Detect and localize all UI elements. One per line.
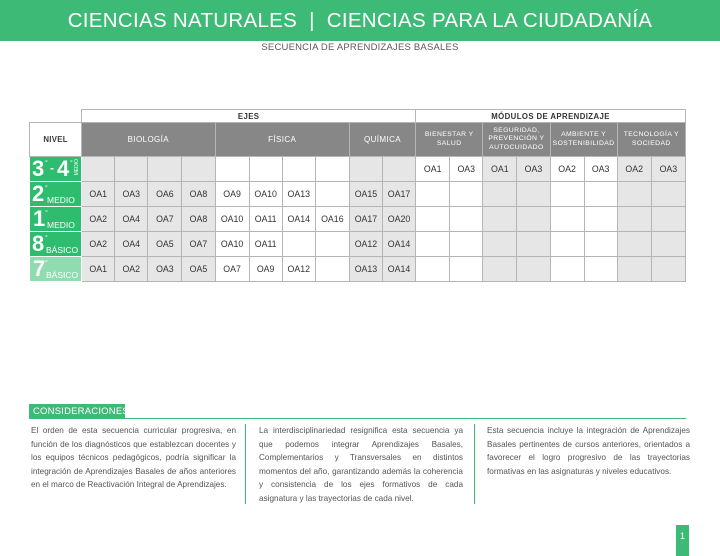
level-degree: °: [45, 235, 48, 242]
empty-cell: [483, 207, 517, 232]
learning-objective-cell: OA11: [249, 207, 282, 232]
modulos-header: MÓDULOS DE APRENDIZAJE: [416, 110, 686, 123]
learning-objective-cell: OA8: [182, 207, 215, 232]
empty-cell: [517, 207, 550, 232]
level-number-2: 4: [57, 156, 70, 181]
learning-objective-cell: OA10: [249, 182, 282, 207]
empty-cell: [315, 182, 349, 207]
empty-cell: [550, 232, 584, 257]
learning-objective-cell: OA14: [382, 232, 415, 257]
subject-fisica: FÍSICA: [215, 123, 349, 157]
learning-objective-cell: OA11: [249, 232, 282, 257]
consideration-col-1: El orden de esta secuencia curricular progresiva, en función de los diagnósticos que establezcan docentes y los equipos técnicos pedagógicos, podría significar la integración de Aprendizajes Basales de años anteriores en el marco de Reactivación Integral de Aprendizajes.: [31, 426, 236, 490]
learning-objective-cell: OA2: [550, 157, 584, 182]
page-banner: [0, 0, 720, 41]
level-degree-2: °: [70, 160, 73, 167]
level-degree: °: [45, 210, 48, 217]
empty-cell: [617, 257, 651, 282]
learning-objective-cell: OA1: [82, 257, 115, 282]
ejes-header: EJES: [82, 110, 416, 123]
empty-cell: [651, 207, 685, 232]
subject-biologia: BIOLOGÍA: [82, 123, 215, 157]
empty-cell: [617, 207, 651, 232]
empty-cell: [517, 257, 550, 282]
learning-objective-cell: OA3: [651, 157, 685, 182]
empty-cell: [483, 182, 517, 207]
consideration-col-3: Esta secuencia incluye la integración de Aprendizajes Basales pertinentes de cursos anteriores, orientados a favorecer el logro progresivo de las trayectorias formativas en las asignaturas y niveles educativos.: [487, 426, 690, 476]
learning-objective-cell: OA8: [182, 182, 215, 207]
table-row: [30, 232, 686, 257]
empty-cell: [550, 207, 584, 232]
considerations-divider: [29, 418, 686, 419]
learning-objective-cell: OA1: [416, 157, 450, 182]
level-sub: BÁSICO: [46, 245, 79, 255]
learning-objective-cell: OA13: [349, 257, 382, 282]
empty-cell: [550, 182, 584, 207]
empty-cell: [517, 232, 550, 257]
sequence-table: [29, 109, 686, 282]
level-number: 1: [33, 206, 46, 231]
empty-cell: [315, 157, 349, 182]
empty-cell: [416, 257, 450, 282]
learning-objective-cell: OA10: [215, 232, 249, 257]
level-number: 8: [32, 231, 45, 256]
empty-cell: [450, 182, 483, 207]
level-degree: °: [45, 160, 48, 167]
learning-objective-cell: OA10: [215, 207, 249, 232]
learning-objective-cell: OA7: [182, 232, 215, 257]
module-seguridad: SEGURIDAD, PREVENCIÓN Y AUTOCUIDADO: [483, 123, 550, 157]
empty-cell: [617, 182, 651, 207]
level-sub: MEDIO: [47, 195, 75, 205]
empty-cell: [416, 182, 450, 207]
empty-cell: [215, 157, 249, 182]
level-sub: MEDIO: [47, 220, 75, 230]
empty-cell: [517, 182, 550, 207]
empty-cell: [550, 257, 584, 282]
level-badge-7-basico: [30, 257, 82, 282]
empty-cell: [315, 232, 349, 257]
learning-objective-cell: OA6: [148, 182, 182, 207]
empty-cell: [483, 257, 517, 282]
level-number: 3: [32, 156, 45, 181]
module-ambiente: AMBIENTE Y SOSTENIBILIDAD: [550, 123, 617, 157]
level-dash: -: [50, 161, 54, 175]
learning-objective-cell: OA2: [82, 232, 115, 257]
learning-objective-cell: OA3: [450, 157, 483, 182]
subject-quimica: QUÍMICA: [349, 123, 415, 157]
module-bienestar: BIENESTAR Y SALUD: [416, 123, 483, 157]
level-sub: MEDIO: [74, 159, 80, 176]
empty-cell: [584, 232, 617, 257]
column-divider: [245, 424, 246, 504]
page-subtitle: SECUENCIA DE APRENDIZAJES BASALES: [261, 42, 459, 53]
empty-cell: [249, 157, 282, 182]
learning-objective-cell: OA4: [115, 232, 148, 257]
level-degree: °: [45, 260, 48, 267]
empty-cell: [182, 157, 215, 182]
learning-objective-cell: OA14: [282, 207, 315, 232]
level-badge-2-medio: [30, 182, 82, 207]
empty-cell: [584, 257, 617, 282]
level-number: 7: [33, 256, 46, 281]
page-title: CIENCIAS NATURALES | CIENCIAS PARA LA CIUDADANÍA: [67, 9, 653, 32]
level-sub: BÁSICO: [46, 270, 79, 280]
level-badge-1-medio: [30, 207, 82, 232]
table-row: [30, 207, 686, 232]
empty-cell: [651, 182, 685, 207]
empty-cell: [416, 232, 450, 257]
learning-objective-cell: OA12: [349, 232, 382, 257]
table-row: [30, 257, 686, 282]
empty-cell: [382, 157, 415, 182]
level-number: 2: [32, 181, 45, 206]
learning-objective-cell: OA1: [82, 182, 115, 207]
learning-objective-cell: OA9: [215, 182, 249, 207]
learning-objective-cell: OA3: [584, 157, 617, 182]
empty-cell: [584, 182, 617, 207]
learning-objective-cell: OA1: [483, 157, 517, 182]
empty-cell: [416, 207, 450, 232]
consideration-col-2: La interdisciplinariedad resignifica esta secuencia ya que podemos integrar Aprendizajes Basales, Complementarios y Transversales en distintos momentos del año, garantizando además la coherencia y consistencia de los ejes formativos de cada asignatura y las trayectorias de cada nivel.: [259, 426, 463, 503]
learning-objective-cell: OA2: [115, 257, 148, 282]
learning-objective-cell: OA16: [315, 207, 349, 232]
learning-objective-cell: OA7: [215, 257, 249, 282]
empty-cell: [115, 157, 148, 182]
learning-objective-cell: OA12: [282, 257, 315, 282]
table-row: [30, 157, 686, 182]
learning-objective-cell: OA9: [249, 257, 282, 282]
empty-cell: [450, 207, 483, 232]
page-number: 1: [676, 525, 689, 556]
empty-cell: [651, 257, 685, 282]
considerations-label: CONSIDERACIONES: [29, 404, 125, 419]
nivel-header: NIVEL: [30, 123, 82, 157]
empty-cell: [483, 232, 517, 257]
learning-objective-cell: OA2: [617, 157, 651, 182]
learning-objective-cell: OA3: [517, 157, 550, 182]
level-badge-3-4-medio: [30, 157, 82, 182]
empty-cell: [450, 257, 483, 282]
learning-objective-cell: OA14: [382, 257, 415, 282]
learning-objective-cell: OA7: [148, 207, 182, 232]
column-divider: [474, 424, 475, 504]
empty-cell: [282, 157, 315, 182]
empty-cell: [282, 232, 315, 257]
learning-objective-cell: OA13: [282, 182, 315, 207]
learning-objective-cell: OA4: [115, 207, 148, 232]
empty-cell: [617, 232, 651, 257]
learning-objective-cell: OA3: [148, 257, 182, 282]
learning-objective-cell: OA5: [148, 232, 182, 257]
empty-cell: [450, 232, 483, 257]
empty-cell: [651, 232, 685, 257]
empty-cell: [148, 157, 182, 182]
learning-objective-cell: OA3: [115, 182, 148, 207]
learning-objective-cell: OA17: [382, 182, 415, 207]
empty-cell: [349, 157, 382, 182]
learning-objective-cell: OA20: [382, 207, 415, 232]
empty-cell: [315, 257, 349, 282]
learning-objective-cell: OA15: [349, 182, 382, 207]
learning-objective-cell: OA5: [182, 257, 215, 282]
empty-cell: [82, 157, 115, 182]
level-degree: °: [45, 185, 48, 192]
learning-objective-cell: OA17: [349, 207, 382, 232]
learning-objective-cell: OA2: [82, 207, 115, 232]
level-badge-8-basico: [30, 232, 82, 257]
empty-cell: [584, 207, 617, 232]
table-row: [30, 182, 686, 207]
module-tecnologia: TECNOLOGÍA Y SOCIEDAD: [617, 123, 685, 157]
